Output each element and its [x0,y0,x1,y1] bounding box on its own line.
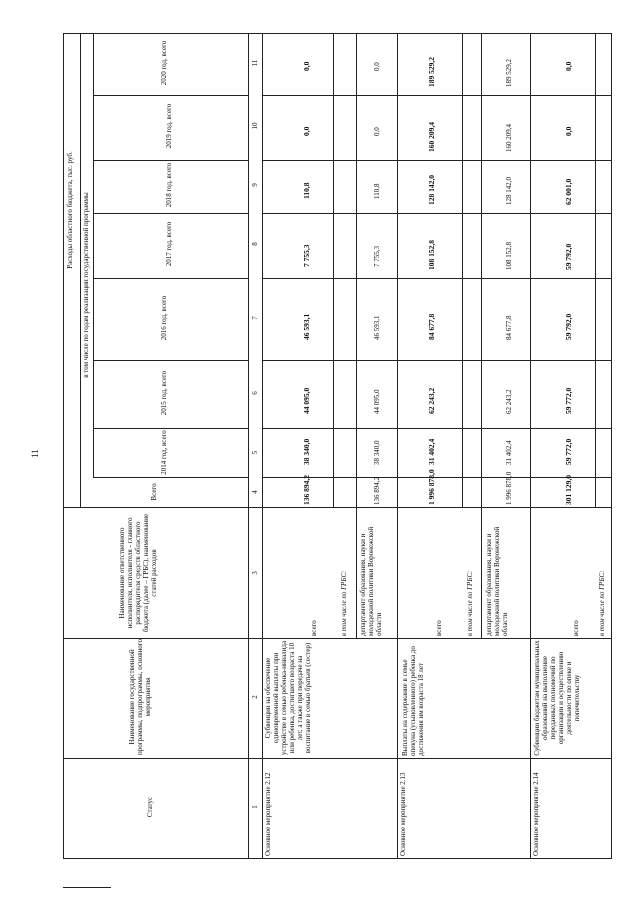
header-year-2016: 2016 год, всего [160,295,168,341]
row-line-label: в том числе по ГРБС: [598,570,606,636]
value-2020: 189 529,2 [505,59,513,87]
value-2016: 46 593,1 [302,313,311,340]
value-2015: 59 772,0 [564,387,573,414]
header-year-2017: 2017 год, всего [165,221,173,267]
footer-rule [63,887,111,888]
row-line-label: в том числе по ГРБС: [466,570,474,636]
col-num: 4 [251,490,259,494]
value-2014: 59 772,0 [564,438,573,465]
page-number: 11 [30,449,40,458]
col-num: 3 [251,571,259,575]
value-2014: 31 402,4 [505,440,513,465]
row-line-label: департамент образования, науки и молодежной политики Воронежской области [359,526,384,636]
value-2018: 110,8 [373,183,381,199]
header-year-2018: 2018 год, всего [165,162,173,208]
value-total: 136 894,2 [302,475,311,505]
value-2020: 0,0 [302,61,311,71]
value-total: 1 996 878,0 [427,469,436,505]
value-2018: 128 142,0 [427,175,436,205]
value-2016: 59 792,0 [564,313,573,340]
row-line-label: всего [435,620,443,636]
value-2014: 31 402,4 [427,438,436,465]
value-2019: 0,0 [564,126,573,136]
col-num: 9 [251,183,259,187]
value-2015: 44 095,0 [373,389,381,414]
value-2014: 38 340,0 [373,440,381,465]
row-line-label: в том числе по ГРБС: [340,570,348,636]
value-total: 301 129,0 [564,475,573,505]
value-2018: 62 001,0 [564,178,573,205]
header-budget-group: Расходы областного бюджета, тыс. руб. [66,151,74,269]
value-2017: 7 755,3 [302,244,311,267]
value-total: 1 996 878,0 [505,471,513,505]
value-2015: 62 243,2 [505,389,513,414]
col-num: 6 [251,391,259,395]
value-2018: 128 142,0 [505,177,513,205]
value-2016: 46 593,1 [373,315,381,340]
value-2019: 160 209,4 [427,122,436,152]
header-name: Наименование государственной программы, подпрограммы, основного мероприятия [128,639,153,755]
header-year-2014: 2014 год, всего [160,430,168,475]
row-name: Выплаты на содержание в семье опекуна (усыновленного) ребенка до достижения им возраста 18 лет [401,646,426,756]
row-status: Основное мероприятие 2.12 [264,772,272,856]
value-2017: 59 792,0 [564,243,573,270]
value-2015: 44 095,0 [302,387,311,414]
header-total: Всего [150,483,158,501]
row-line-label: департамент образования, науки и молодежной политики Воронежской области [485,526,510,636]
value-2015: 62 243,2 [427,387,436,414]
value-2019: 0,0 [302,126,311,136]
value-2019: 160 209,4 [505,124,513,152]
value-2017: 7 755,3 [373,246,381,267]
header-year-2019: 2019 год, всего [165,103,173,149]
value-2020: 0,0 [564,61,573,71]
header-status: Статус [146,796,154,818]
value-2020: 0,0 [373,62,381,71]
col-num: 1 [251,805,259,809]
col-num: 2 [251,695,259,699]
col-num: 8 [251,242,259,246]
col-num: 7 [251,316,259,320]
row-line-label: всего [572,620,580,636]
value-2019: 0,0 [373,127,381,136]
row-name: Субвенции на обеспечение единовременной выплаты при устройстве в семью ребенка-инвалида или ребенка, достигшего возраста 10 лет, а также при передаче на воспитание в семью братьев (сестер) [264,640,313,756]
header-year-2015: 2015 год, всего [160,370,168,416]
value-2014: 38 340,0 [302,438,311,465]
header-year-2020: 2020 год, всего [160,40,168,86]
value-total: 136 894,2 [373,477,381,505]
row-line-label: всего [310,620,318,636]
row-status: Основное мероприятие 2.14 [532,772,540,856]
row-name: Субвенции бюджетам муниципальных образований на выполнение переданных полномочий по организации и осуществлению деятельности по опеке и попечительству [533,640,582,756]
header-by-years: в том числе по годам реализации государственной программы [82,192,90,378]
header-executor: Наименование ответственного исполнителя, исполнителя - главного распорядителя средств областного бюджета (далее – ГРБС), наименование статей расходов [118,513,159,633]
value-2017: 108 152,8 [427,240,436,270]
col-num: 11 [251,59,259,67]
row-status: Основное мероприятие 2.13 [399,772,407,856]
value-2017: 108 152,8 [505,242,513,270]
col-num: 5 [251,450,259,455]
col-num: 10 [251,122,259,130]
value-2020: 189 529,2 [427,57,436,87]
value-2016: 84 677,8 [427,313,436,340]
value-2018: 110,8 [302,182,311,199]
value-2016: 84 677,8 [505,315,513,340]
